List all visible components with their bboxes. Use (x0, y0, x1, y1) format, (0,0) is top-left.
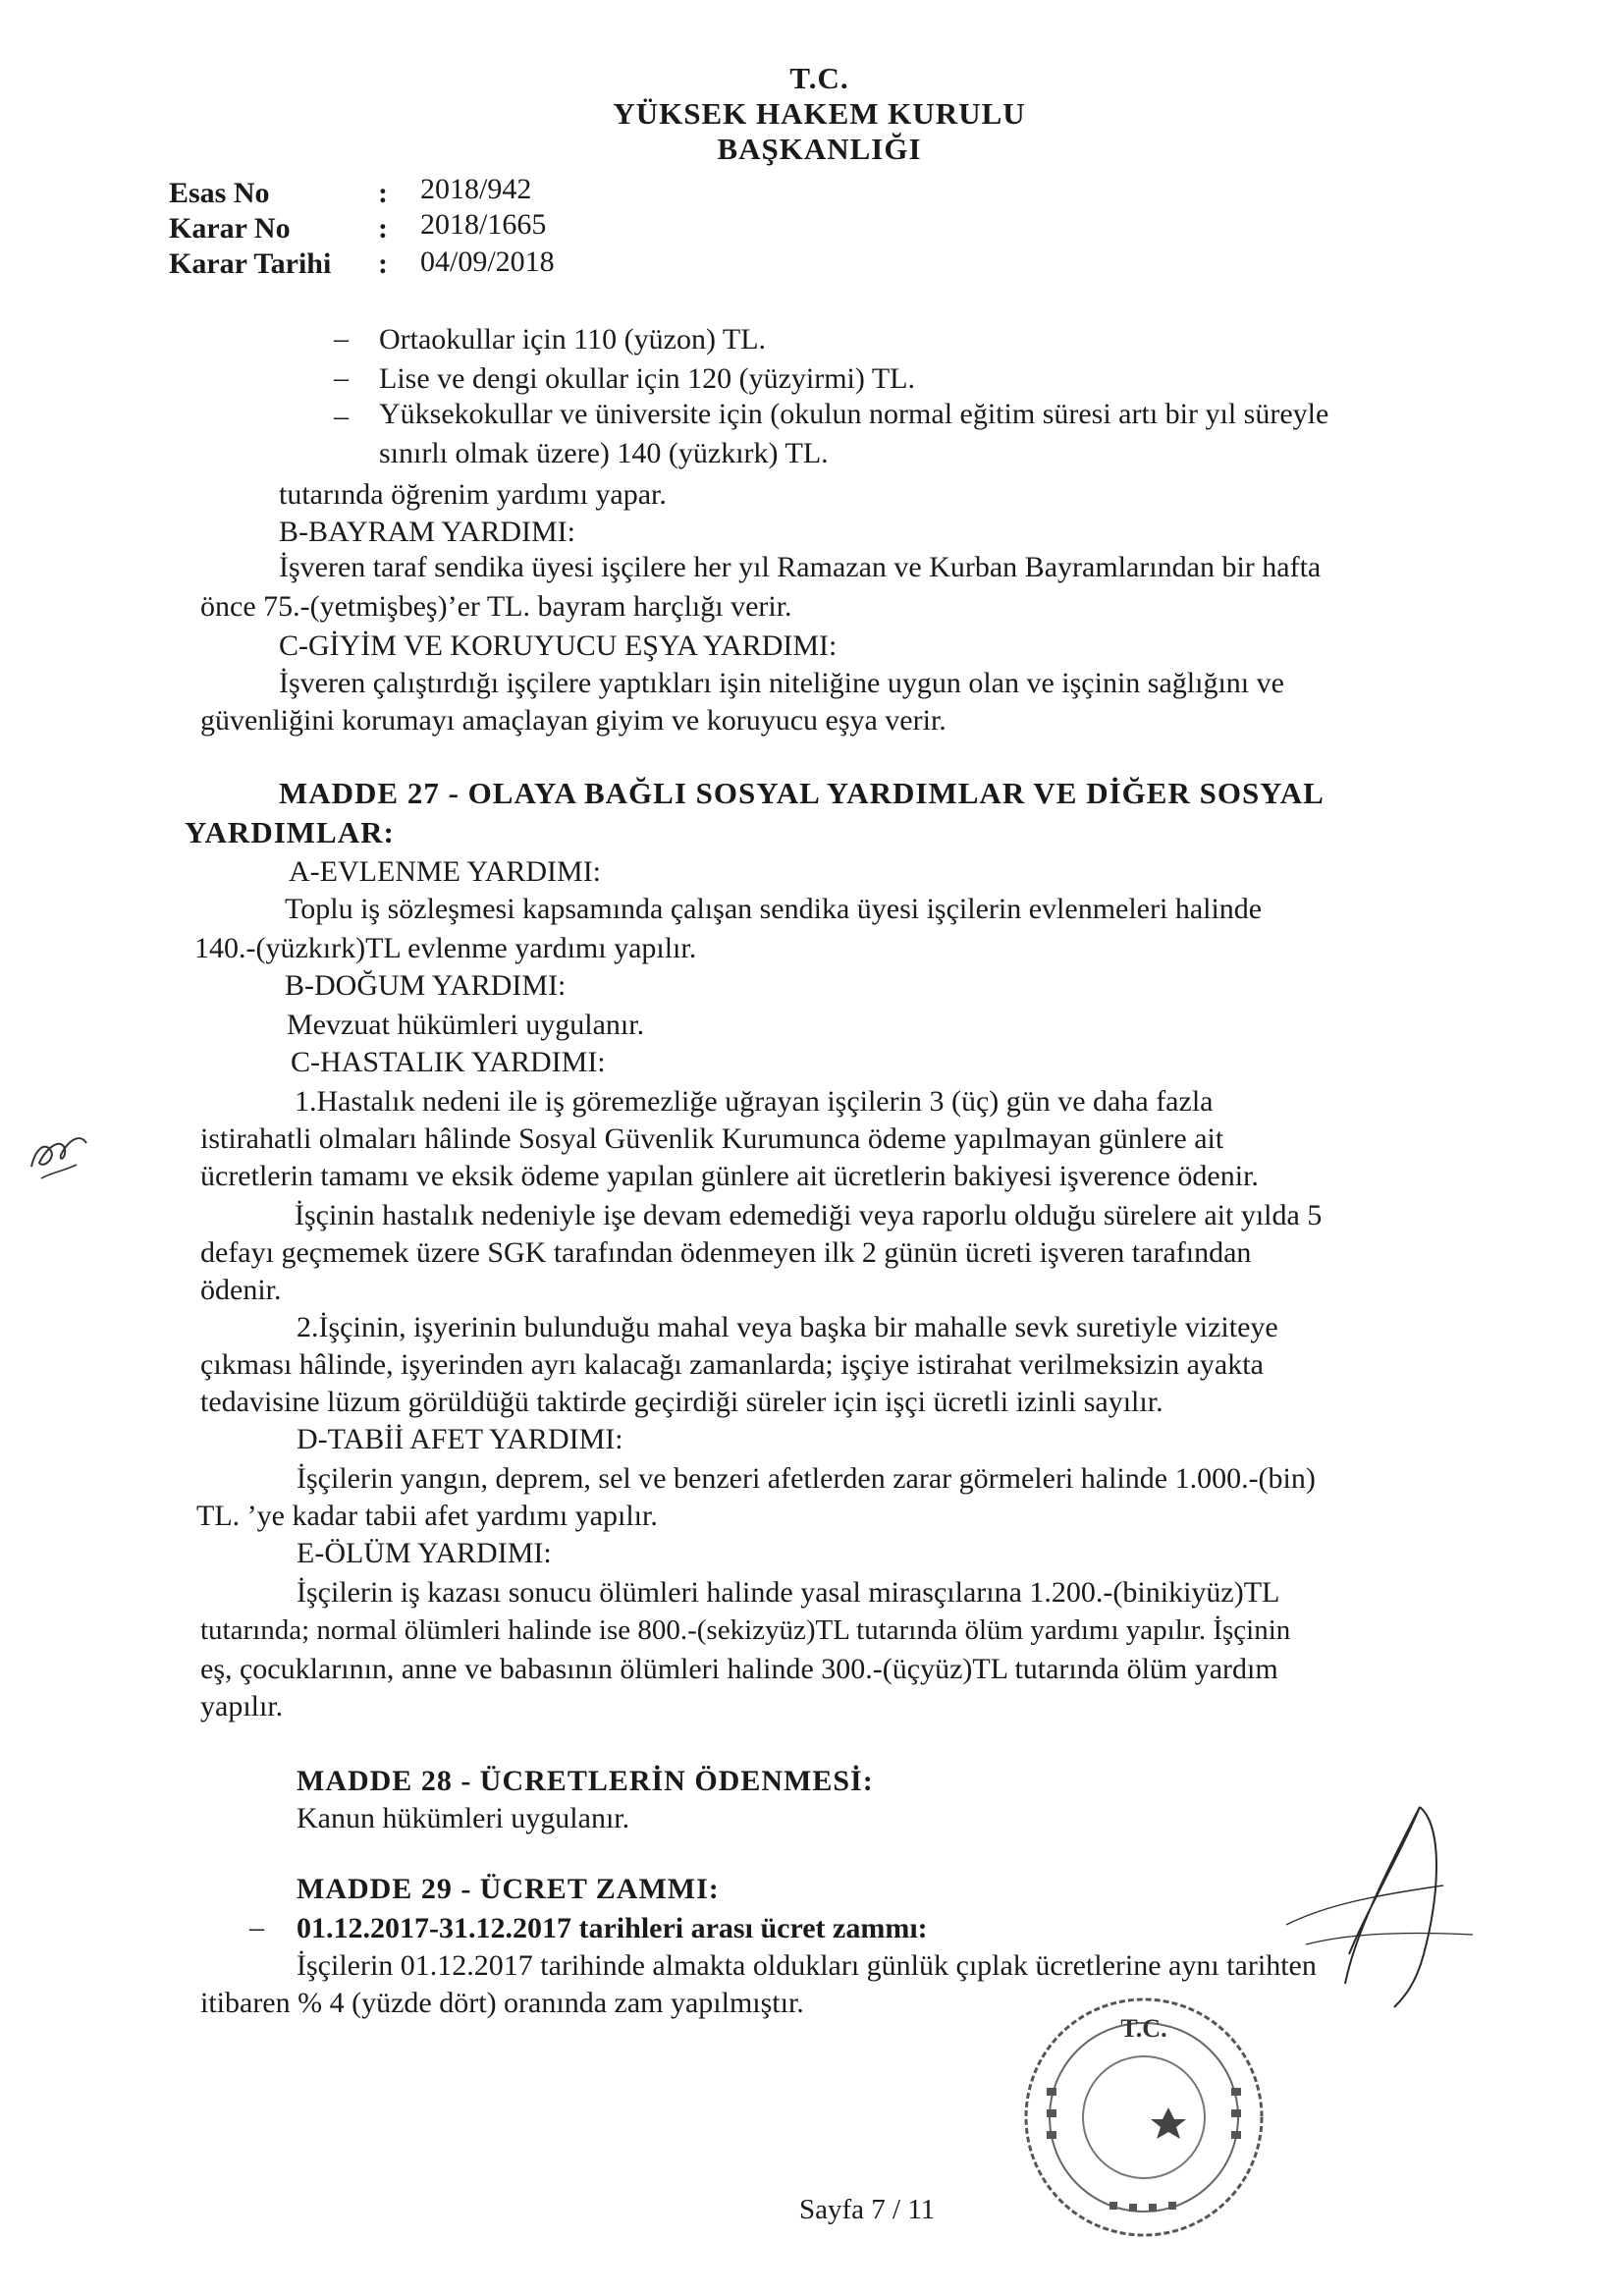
article-heading: YARDIMLAR: (185, 815, 395, 849)
section-heading: A-EVLENME YARDIMI: (289, 855, 602, 888)
body-line: önce 75.-(yetmişbeş)’er TL. bayram harçlığı verir. (200, 590, 792, 623)
section-heading: E-ÖLÜM YARDIMI: (297, 1537, 552, 1569)
section-heading: C-GİYİM VE KORUYUCU EŞYA YARDIMI: (279, 629, 838, 662)
body-line: eş, çocuklarının, anne ve babasının ölümleri halinde 300.-(üçyüz)TL tutarında ölüm yardım (200, 1653, 1278, 1685)
section-heading: B-DOĞUM YARDIMI: (285, 969, 567, 1002)
header-tc: T.C. (789, 61, 849, 95)
body-line: güvenliğini korumayı amaçlayan giyim ve koruyucu eşya verir. (200, 704, 947, 737)
body-line: İşveren taraf sendika üyesi işçilere her yıl Ramazan ve Kurban Bayramlarından bir hafta (279, 551, 1322, 583)
article-heading: MADDE 28 - ÜCRETLERİN ÖDENMESİ: (297, 1765, 874, 1797)
body-line: Ortaokullar için 110 (yüzon) TL. (379, 323, 767, 355)
page-number: Sayfa 7 / 11 (799, 2194, 936, 2225)
body-line: Yüksekokullar ve üniversite için (okulun normal eğitim süresi artı bir yıl süreyle (379, 398, 1329, 430)
header-institution: YÜKSEK HAKEM KURULU (613, 96, 1026, 131)
body-line: İşçilerin yangın, deprem, sel ve benzeri afetlerden zarar görmeleri halinde 1.000.-(bin) (297, 1462, 1316, 1495)
body-line: istirahatli olmaları hâlinde Sosyal Güvenlik Kurumunca ödeme yapılmayan günlere ait (200, 1122, 1224, 1155)
tarih-label: Karar Tarihi (169, 247, 332, 280)
section-heading: C-HASTALIK YARDIMI: (291, 1046, 606, 1078)
body-line: İşçilerin 01.12.2017 tarihinde almakta oldukları günlük çıplak ücretlerine aynı tarihten (297, 1949, 1317, 1982)
body-line: Kanun hükümleri uygulanır. (297, 1802, 630, 1834)
body-line: çıkması hâlinde, işyerinden ayrı kalacağı zamanlarda; işçiye istirahat verilmeksizin ayakta (200, 1348, 1264, 1381)
esas-colon: : (378, 177, 388, 209)
body-line: 1.Hastalık nedeni ile iş göremezliğe uğrayan işçilerin 3 (üç) gün ve daha fazla (295, 1085, 1214, 1118)
bullet-dash: – (334, 361, 349, 394)
section-heading: D-TABİİ AFET YARDIMI: (297, 1423, 623, 1455)
article-heading: MADDE 27 - OLAYA BAĞLI SOSYAL YARDIMLAR VE DİĞER SOSYAL (279, 776, 1325, 810)
tarih-colon: : (378, 247, 388, 280)
body-line: Lise ve dengi okullar için 120 (yüzyirmi) TL. (379, 362, 915, 395)
body-line: sınırlı olmak üzere) 140 (yüzkırk) TL. (379, 437, 829, 469)
body-line: tedavisine lüzum görüldüğü taktirde geçirdiği süreler için işçi ücretli izinli sayılır. (200, 1386, 1163, 1418)
header-presidency: BAŞKANLIĞI (717, 132, 922, 166)
body-line: tutarında öğrenim yardımı yapar. (279, 478, 667, 511)
section-heading: B-BAYRAM YARDIMI: (279, 516, 575, 548)
official-seal (1011, 1980, 1276, 2255)
esas-label: Esas No (169, 177, 270, 209)
esas-value: 2018/942 (420, 173, 532, 205)
body-line: Toplu iş sözleşmesi kapsamında çalışan sendika üyesi işçilerin evlenmeleri halinde (285, 893, 1263, 925)
body-line: itibaren % 4 (yüzde dört) oranında zam yapılmıştır. (200, 1987, 804, 2019)
body-line: ödenir. (200, 1274, 282, 1306)
subsection-heading: 01.12.2017-31.12.2017 tarihleri arası ücret zammı: (297, 1912, 928, 1944)
body-line: ücretlerin tamamı ve eksik ödeme yapılan günlere ait ücretlerin bakiyesi işverence ödenir. (200, 1160, 1259, 1192)
body-line: İşçinin hastalık nedeniyle işe devam edemediği veya raporlu olduğu sürelere ait yılda 5 (295, 1199, 1323, 1231)
body-line: defayı geçmemek üzere SGK tarafından ödenmeyen ilk 2 günün ücreti işveren tarafından (200, 1236, 1252, 1269)
body-line: 140.-(yüzkırk)TL evlenme yardımı yapılır. (194, 932, 697, 964)
signature (1247, 1787, 1502, 2043)
bullet-dash: – (249, 1911, 264, 1943)
body-line: İşveren çalıştırdığı işçilere yaptıkları işin niteliğine uygun olan ve işçinin sağlığını ve (279, 667, 1284, 699)
karar-value: 2018/1665 (420, 208, 547, 241)
karar-label: Karar No (169, 212, 291, 245)
bullet-dash: – (334, 322, 349, 355)
paraph-mark (22, 1120, 100, 1188)
tarih-value: 04/09/2018 (420, 246, 555, 278)
article-heading: MADDE 29 - ÜCRET ZAMMI: (297, 1873, 720, 1905)
bullet-dash: – (334, 400, 349, 432)
body-line: İşçilerin iş kazası sonucu ölümleri halinde yasal mirasçılarına 1.200.-(binikiyüz)TL (297, 1576, 1280, 1609)
body-line: tutarında; normal ölümleri halinde ise 800.-(sekizyüz)TL tutarında ölüm yardımı yapılır. İşçinin (200, 1614, 1291, 1646)
body-line: TL. ’ye kadar tabii afet yardımı yapılır. (196, 1500, 658, 1532)
seal-text: T.C. (1120, 2014, 1167, 2043)
karar-colon: : (378, 212, 388, 245)
body-line: Mevzuat hükümleri uygulanır. (287, 1009, 645, 1041)
body-line: yapılır. (200, 1690, 284, 1722)
body-line: 2.İşçinin, işyerinin bulunduğu mahal veya başka bir mahalle sevk suretiyle viziteye (297, 1311, 1278, 1343)
